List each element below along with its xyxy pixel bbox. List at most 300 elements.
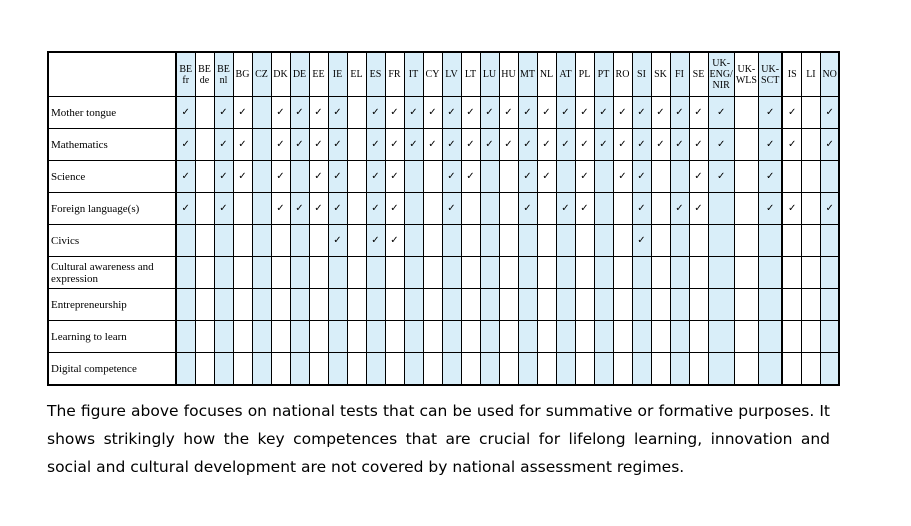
check-cell (385, 97, 404, 129)
country-header: RO (613, 52, 632, 97)
country-header: MT (518, 52, 537, 97)
check-icon: ✓ (390, 171, 399, 182)
country-header: CZ (252, 52, 271, 97)
check-cell (309, 129, 328, 161)
empty-cell (613, 257, 632, 289)
empty-cell (651, 321, 670, 353)
empty-cell (328, 321, 347, 353)
empty-cell (758, 225, 782, 257)
empty-cell (537, 225, 556, 257)
empty-cell (252, 193, 271, 225)
check-icon: ✓ (238, 139, 247, 150)
empty-cell (385, 321, 404, 353)
empty-cell (594, 353, 613, 386)
check-icon: ✓ (181, 139, 190, 150)
check-icon: ✓ (390, 203, 399, 214)
check-cell (290, 193, 309, 225)
empty-cell (499, 289, 518, 321)
check-cell (366, 97, 385, 129)
check-cell (782, 97, 801, 129)
check-icon: ✓ (219, 139, 228, 150)
check-cell (556, 129, 575, 161)
check-cell (499, 97, 518, 129)
empty-cell (594, 161, 613, 193)
figure-caption: The figure above focuses on national tests that can be used for summative or formative purposes. It shows strikingly how the key competences that are crucial for lifelong learning, innovation and social and cultural development are not covered by national assessment regimes. (47, 402, 830, 476)
empty-cell (734, 129, 758, 161)
competence-table (47, 51, 840, 386)
check-icon: ✓ (295, 139, 304, 150)
check-icon: ✓ (314, 139, 323, 150)
empty-cell (734, 289, 758, 321)
check-cell (556, 97, 575, 129)
empty-cell (461, 225, 480, 257)
empty-cell (404, 193, 423, 225)
empty-cell (423, 161, 442, 193)
check-cell (670, 97, 689, 129)
empty-cell (480, 321, 499, 353)
empty-cell (670, 161, 689, 193)
country-header: LT (461, 52, 480, 97)
country-header: BE nl (214, 52, 233, 97)
empty-cell (423, 225, 442, 257)
table-row (48, 289, 839, 321)
empty-cell (290, 353, 309, 386)
competence-label: Mathematics (48, 129, 176, 161)
check-cell (366, 225, 385, 257)
empty-cell (801, 97, 820, 129)
check-icon: ✓ (561, 139, 570, 150)
check-icon: ✓ (675, 107, 684, 118)
check-cell (782, 193, 801, 225)
empty-cell (347, 161, 366, 193)
check-cell (366, 193, 385, 225)
empty-cell (613, 193, 632, 225)
empty-cell (347, 225, 366, 257)
check-cell (461, 161, 480, 193)
empty-cell (734, 97, 758, 129)
empty-cell (758, 257, 782, 289)
empty-cell (651, 257, 670, 289)
empty-cell (782, 161, 801, 193)
check-icon: ✓ (765, 107, 775, 118)
empty-cell (176, 321, 195, 353)
check-icon: ✓ (181, 171, 190, 182)
check-icon: ✓ (409, 139, 418, 150)
empty-cell (537, 353, 556, 386)
check-cell (366, 161, 385, 193)
empty-cell (233, 289, 252, 321)
empty-cell (195, 129, 214, 161)
check-icon: ✓ (181, 203, 190, 214)
check-icon: ✓ (542, 139, 551, 150)
check-icon: ✓ (656, 107, 665, 118)
country-header: EE (309, 52, 328, 97)
check-cell (782, 129, 801, 161)
check-icon: ✓ (371, 203, 380, 214)
country-header: FR (385, 52, 404, 97)
country-header: IT (404, 52, 423, 97)
check-icon: ✓ (618, 171, 627, 182)
check-cell (214, 97, 233, 129)
empty-cell (499, 225, 518, 257)
check-icon: ✓ (371, 235, 380, 246)
check-cell (366, 129, 385, 161)
empty-cell (575, 289, 594, 321)
check-icon: ✓ (580, 107, 589, 118)
empty-cell (347, 321, 366, 353)
empty-cell (233, 257, 252, 289)
check-cell (385, 161, 404, 193)
check-icon: ✓ (466, 171, 475, 182)
check-cell (423, 97, 442, 129)
empty-cell (499, 161, 518, 193)
empty-cell (734, 257, 758, 289)
empty-cell (499, 193, 518, 225)
empty-cell (252, 97, 271, 129)
empty-cell (632, 289, 651, 321)
country-header: BE de (195, 52, 214, 97)
empty-cell (651, 353, 670, 386)
empty-cell (252, 161, 271, 193)
check-cell (176, 193, 195, 225)
competence-label: Learning to learn (48, 321, 176, 353)
empty-cell (195, 161, 214, 193)
country-header: DE (290, 52, 309, 97)
check-icon: ✓ (238, 171, 247, 182)
empty-cell (708, 257, 734, 289)
empty-cell (385, 257, 404, 289)
check-cell (385, 129, 404, 161)
empty-cell (499, 257, 518, 289)
check-cell (594, 97, 613, 129)
check-icon: ✓ (485, 107, 494, 118)
country-header: NL (537, 52, 556, 97)
check-icon: ✓ (618, 107, 627, 118)
empty-cell (461, 193, 480, 225)
empty-cell (423, 257, 442, 289)
check-cell (480, 97, 499, 129)
check-cell (176, 161, 195, 193)
empty-cell (233, 321, 252, 353)
check-cell (461, 129, 480, 161)
check-icon: ✓ (371, 171, 380, 182)
check-icon: ✓ (390, 235, 399, 246)
competence-label: Digital competence (48, 353, 176, 386)
country-header: UK-ENG/ NIR (708, 52, 734, 97)
empty-cell (632, 353, 651, 386)
check-icon: ✓ (447, 139, 456, 150)
empty-cell (670, 225, 689, 257)
empty-cell (328, 353, 347, 386)
empty-cell (518, 353, 537, 386)
check-icon: ✓ (637, 203, 646, 214)
empty-cell (347, 129, 366, 161)
check-icon: ✓ (675, 203, 684, 214)
empty-cell (670, 353, 689, 386)
check-icon: ✓ (504, 107, 513, 118)
empty-cell (461, 289, 480, 321)
empty-cell (423, 193, 442, 225)
check-icon: ✓ (333, 235, 342, 246)
check-icon: ✓ (466, 107, 475, 118)
empty-cell (233, 353, 252, 386)
empty-cell (518, 257, 537, 289)
empty-cell (233, 193, 252, 225)
check-cell (613, 161, 632, 193)
check-cell (632, 97, 651, 129)
country-header: EL (347, 52, 366, 97)
check-cell (594, 129, 613, 161)
check-icon: ✓ (716, 107, 726, 118)
country-header: LV (442, 52, 461, 97)
empty-cell (651, 289, 670, 321)
empty-cell (309, 257, 328, 289)
check-icon: ✓ (656, 139, 665, 150)
empty-cell (214, 257, 233, 289)
check-cell (758, 161, 782, 193)
check-cell (214, 129, 233, 161)
check-cell (233, 97, 252, 129)
empty-cell (594, 257, 613, 289)
check-icon: ✓ (371, 107, 380, 118)
empty-cell (518, 289, 537, 321)
check-icon: ✓ (219, 171, 228, 182)
empty-cell (499, 353, 518, 386)
check-cell (689, 97, 708, 129)
empty-cell (537, 193, 556, 225)
check-icon: ✓ (599, 107, 608, 118)
check-icon: ✓ (485, 139, 494, 150)
empty-cell (461, 353, 480, 386)
check-cell (613, 97, 632, 129)
check-icon: ✓ (542, 171, 551, 182)
competence-table-wrapper (47, 51, 840, 386)
check-icon: ✓ (637, 139, 646, 150)
country-header: HU (499, 52, 518, 97)
check-cell (442, 129, 461, 161)
empty-cell (734, 225, 758, 257)
check-icon: ✓ (276, 203, 285, 214)
check-icon: ✓ (276, 139, 285, 150)
empty-cell (613, 321, 632, 353)
competence-label: Science (48, 161, 176, 193)
empty-cell (347, 289, 366, 321)
check-icon: ✓ (371, 139, 380, 150)
check-cell (442, 161, 461, 193)
check-icon: ✓ (825, 203, 834, 214)
empty-cell (613, 225, 632, 257)
empty-cell (708, 225, 734, 257)
check-cell (271, 193, 290, 225)
check-icon: ✓ (765, 139, 775, 150)
check-icon: ✓ (504, 139, 513, 150)
empty-cell (442, 289, 461, 321)
table-row (48, 129, 839, 161)
empty-cell (782, 321, 801, 353)
check-cell (271, 129, 290, 161)
check-cell (820, 97, 839, 129)
check-icon: ✓ (409, 107, 418, 118)
check-icon: ✓ (675, 139, 684, 150)
check-cell (632, 129, 651, 161)
table-row (48, 257, 839, 289)
table-row (48, 321, 839, 353)
empty-cell (632, 321, 651, 353)
empty-cell (347, 353, 366, 386)
empty-cell (689, 225, 708, 257)
check-cell (575, 193, 594, 225)
empty-cell (820, 257, 839, 289)
country-header-row (48, 52, 839, 97)
table-row (48, 225, 839, 257)
empty-cell (670, 321, 689, 353)
empty-cell (575, 353, 594, 386)
country-header: SE (689, 52, 708, 97)
empty-cell (366, 289, 385, 321)
empty-cell (309, 225, 328, 257)
check-cell (176, 97, 195, 129)
empty-cell (271, 257, 290, 289)
empty-cell (708, 193, 734, 225)
empty-cell (214, 289, 233, 321)
empty-cell (366, 321, 385, 353)
check-cell (575, 129, 594, 161)
check-icon: ✓ (765, 171, 775, 182)
empty-cell (290, 225, 309, 257)
check-cell (214, 161, 233, 193)
empty-cell (782, 225, 801, 257)
check-icon: ✓ (561, 203, 570, 214)
check-cell (480, 129, 499, 161)
check-icon: ✓ (561, 107, 570, 118)
competence-label: Entrepreneurship (48, 289, 176, 321)
empty-cell (651, 225, 670, 257)
empty-cell (594, 321, 613, 353)
empty-cell (366, 353, 385, 386)
check-cell (271, 161, 290, 193)
check-cell (556, 193, 575, 225)
check-icon: ✓ (523, 171, 532, 182)
empty-cell (480, 289, 499, 321)
check-icon: ✓ (618, 139, 627, 150)
country-header: PT (594, 52, 613, 97)
empty-cell (689, 353, 708, 386)
empty-cell (461, 257, 480, 289)
check-icon: ✓ (637, 107, 646, 118)
empty-cell (404, 353, 423, 386)
empty-cell (195, 225, 214, 257)
competence-rows (48, 97, 839, 386)
empty-cell (518, 225, 537, 257)
check-icon: ✓ (580, 139, 589, 150)
check-cell (820, 129, 839, 161)
empty-cell (613, 353, 632, 386)
empty-cell (801, 193, 820, 225)
empty-cell (594, 289, 613, 321)
empty-cell (195, 193, 214, 225)
table-row (48, 97, 839, 129)
empty-cell (556, 225, 575, 257)
empty-cell (734, 353, 758, 386)
table-row (48, 353, 839, 386)
empty-cell (404, 289, 423, 321)
country-header: ES (366, 52, 385, 97)
check-cell (328, 129, 347, 161)
empty-cell (758, 321, 782, 353)
empty-cell (820, 353, 839, 386)
check-icon: ✓ (787, 107, 797, 118)
empty-cell (290, 257, 309, 289)
check-cell (689, 129, 708, 161)
country-header: UK-SCT (758, 52, 782, 97)
check-icon: ✓ (447, 107, 456, 118)
empty-cell (252, 353, 271, 386)
check-cell (290, 97, 309, 129)
empty-cell (252, 225, 271, 257)
country-header: AT (556, 52, 575, 97)
check-cell (309, 161, 328, 193)
check-cell (689, 193, 708, 225)
empty-cell (689, 321, 708, 353)
empty-cell (404, 321, 423, 353)
check-icon: ✓ (333, 139, 342, 150)
empty-cell (708, 289, 734, 321)
check-icon: ✓ (637, 171, 646, 182)
empty-cell (734, 193, 758, 225)
empty-cell (309, 289, 328, 321)
check-cell (708, 161, 734, 193)
empty-cell (734, 161, 758, 193)
country-header: DK (271, 52, 290, 97)
check-icon: ✓ (580, 203, 589, 214)
empty-cell (176, 353, 195, 386)
empty-cell (366, 257, 385, 289)
check-icon: ✓ (523, 203, 532, 214)
empty-cell (214, 225, 233, 257)
check-cell (758, 129, 782, 161)
check-cell (613, 129, 632, 161)
check-cell (708, 97, 734, 129)
empty-cell (176, 225, 195, 257)
country-header: CY (423, 52, 442, 97)
empty-cell (309, 353, 328, 386)
empty-cell (385, 353, 404, 386)
check-cell (385, 225, 404, 257)
empty-cell (347, 257, 366, 289)
check-cell (461, 97, 480, 129)
competence-label: Mother tongue (48, 97, 176, 129)
empty-cell (556, 321, 575, 353)
empty-cell (404, 257, 423, 289)
check-cell (632, 193, 651, 225)
check-icon: ✓ (694, 171, 703, 182)
empty-cell (480, 257, 499, 289)
empty-cell (271, 321, 290, 353)
check-icon: ✓ (716, 139, 726, 150)
check-cell (309, 193, 328, 225)
empty-cell (820, 289, 839, 321)
check-icon: ✓ (694, 107, 703, 118)
empty-cell (404, 225, 423, 257)
empty-cell (575, 257, 594, 289)
check-cell (499, 129, 518, 161)
check-cell (309, 97, 328, 129)
empty-cell (347, 193, 366, 225)
country-header: SI (632, 52, 651, 97)
check-cell (708, 129, 734, 161)
empty-cell (689, 289, 708, 321)
empty-cell (537, 321, 556, 353)
